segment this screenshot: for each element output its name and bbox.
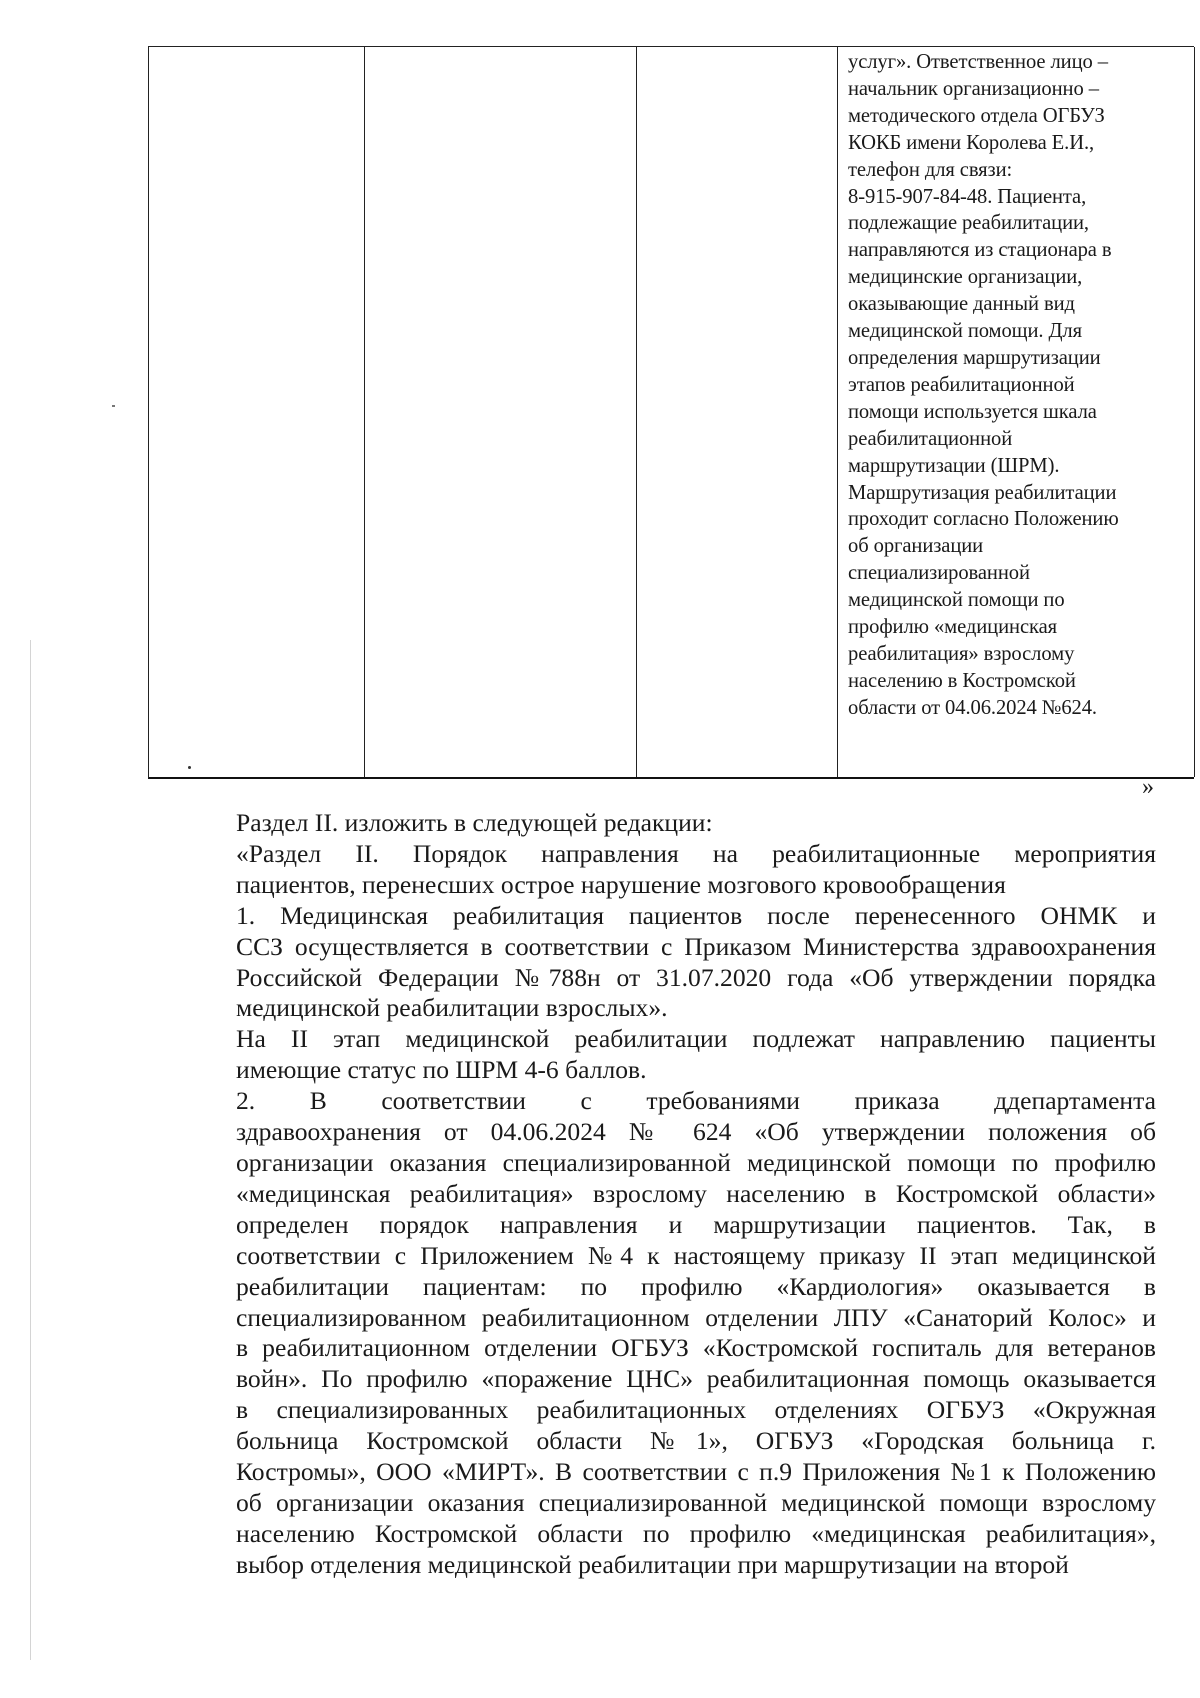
text-line: На II этап медицинской реабилитации подлежат направлению пациенты [236, 1024, 1156, 1054]
paragraph-item-2 [188, 1086, 1156, 1581]
table-text-line: медицинские организации, [848, 266, 1083, 289]
table-text-line: профилю «медицинская [848, 616, 1057, 639]
text-line: соответствии с Приложением №4 к настоящему приказу II этап медицинской [236, 1240, 1156, 1270]
table-text-line: услуг». Ответственное лицо – [848, 51, 1108, 73]
text-line: имеющие статус по ШРМ 4-6 баллов. [236, 1055, 647, 1085]
text-line: Костромы», ООО «МИРТ». В соответствии с п.9 Приложения №1 к Положению [236, 1457, 1156, 1487]
table-text-line: помощи используется шкала [848, 400, 1097, 423]
table-text-line: методического отдела ОГБУЗ [848, 104, 1105, 127]
table-cell-text [848, 49, 1188, 722]
table-text-line: медицинской помощи. Для [848, 320, 1082, 343]
text-line: пациентов, перенесших острое нарушение мозгового кровообращения [236, 869, 1006, 899]
table-text-line: области от 04.06.2024 №624. [848, 696, 1097, 719]
closing-quote: » [1142, 774, 1154, 800]
table-text-line: 8-915-907-84-48. Пациента, [848, 185, 1087, 208]
table-text-line: маршрутизации (ШРМ). [848, 454, 1060, 477]
text-line: медицинской реабилитации взрослых». [236, 993, 668, 1023]
table-cell-col4 [838, 47, 1195, 777]
text-line: определен порядок направления и маршрутизации пациентов. Так, в [236, 1209, 1156, 1239]
text-line: войн». По профилю «поражение ЦНС» реабилитационная помощь оказывается [236, 1364, 1156, 1394]
body-text [188, 808, 1156, 1581]
paragraph-item-1 [188, 901, 1156, 1025]
text-line: «Раздел II. Порядок направления на реабилитационные мероприятия [236, 838, 1156, 868]
text-line: об организации оказания специализированной медицинской помощи взрослому [236, 1487, 1156, 1517]
table-text-line: населению в Костромской [848, 669, 1076, 692]
table-text-line: направляются из стационара в [848, 239, 1112, 262]
text-line: специализированном реабилитационном отделении ЛПУ «Санаторий Колос» и [236, 1302, 1156, 1332]
text-line: организации оказания специализированной медицинской помощи по профилю [236, 1147, 1156, 1177]
text-line: выбор отделения медицинской реабилитации при маршрутизации на второй [236, 1549, 1069, 1579]
table-text-line: медицинской помощи по [848, 589, 1065, 612]
scan-edge-line [30, 640, 31, 1660]
text-line: 1. Медицинская реабилитация пациентов после перенесенного ОНМК и [236, 900, 1156, 930]
table-text-line: реабилитация» взрослому [848, 642, 1075, 665]
text-line: ССЗ осуществляется в соответствии с Приказом Министерства здравоохранения [236, 931, 1156, 961]
text-line: 2. В соответствии с требованиями приказа ддепартамента [236, 1086, 1156, 1116]
text-line: реабилитации пациентам: по профилю «Кардиология» оказывается в [236, 1271, 1156, 1301]
text-line: «медицинская реабилитация» взрослому населению в Костромской области» [236, 1178, 1156, 1208]
paragraph-section-title [188, 839, 1156, 901]
table-text-line: этапов реабилитационной [848, 373, 1075, 396]
table-cell-col2 [365, 47, 637, 777]
scan-dot [188, 766, 191, 769]
text-line: Раздел II. изложить в следующей редакции: [236, 808, 713, 837]
table-text-line: проходит согласно Положению [848, 508, 1119, 531]
text-line: больница Костромской области №1», ОГБУЗ «Городская больница г. [236, 1426, 1156, 1456]
text-line: населению Костромской области по профилю «медицинская реабилитация», [236, 1518, 1156, 1548]
table-cell-col3 [637, 47, 838, 777]
text-line: здравоохранения от 04.06.2024 № 624 «Об утверждении положения об [236, 1117, 1156, 1147]
table-text-line: специализированной [848, 562, 1030, 585]
table-text-line: начальник организационно – [848, 77, 1099, 100]
text-line: в специализированных реабилитационных отделениях ОГБУЗ «Окружная [236, 1395, 1156, 1425]
table-text-line: оказывающие данный вид [848, 293, 1075, 316]
text-line: в реабилитационном отделении ОГБУЗ «Костромской госпиталь для ветеранов [236, 1333, 1156, 1363]
paragraph-section-edit [188, 808, 1156, 839]
table-text-line: КОКБ имени Королева Е.И., [848, 131, 1095, 154]
table-text-line: определения маршрутизации [848, 346, 1101, 369]
continuation-table [148, 46, 1194, 779]
table-cell-col1 [149, 47, 365, 777]
text-line: Российской Федерации №788н от 31.07.2020 года «Об утверждении порядка [236, 962, 1156, 992]
paragraph-stage-2 [188, 1024, 1156, 1086]
table-text-line: подлежащие реабилитации, [848, 212, 1089, 235]
scan-speck [112, 405, 115, 407]
table-text-line: Маршрутизация реабилитации [848, 481, 1117, 504]
table-text-line: реабилитационной [848, 427, 1013, 450]
table-text-line: об организации [848, 535, 984, 558]
table-text-line: телефон для связи: [848, 158, 1013, 181]
